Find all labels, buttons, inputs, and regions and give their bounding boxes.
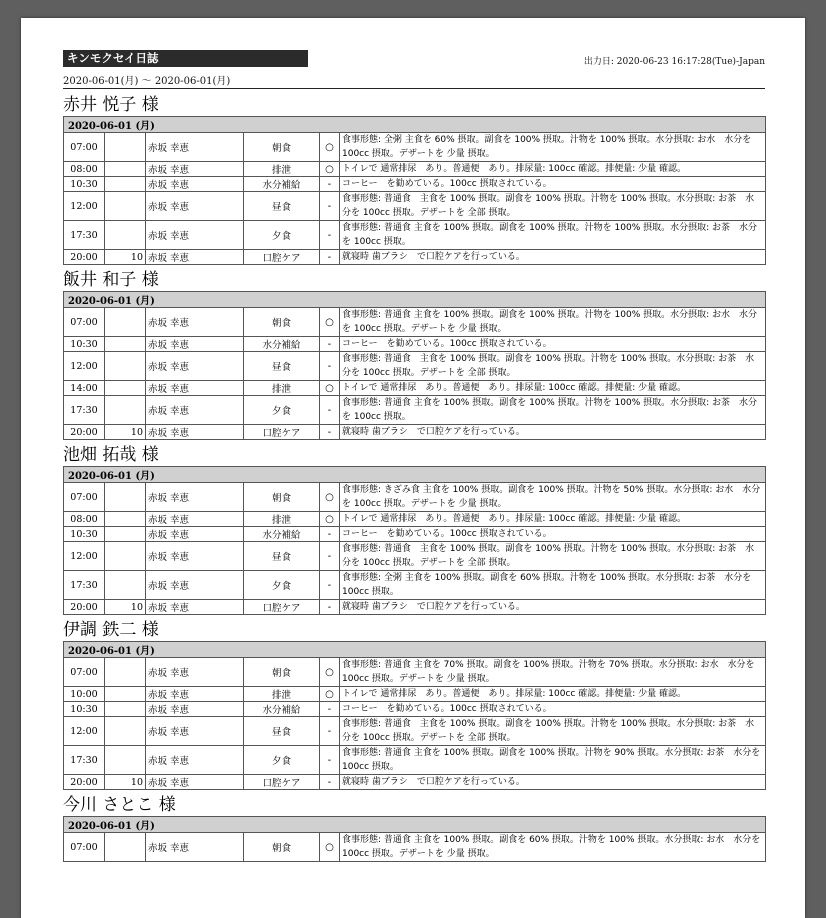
mark-cell: - (320, 192, 340, 221)
table-row (64, 337, 766, 352)
duration-cell: 10 (105, 250, 146, 265)
category-cell: 口腔ケア (244, 425, 320, 440)
date-header: 2020-06-01 (月) (64, 292, 766, 308)
note-cell: トイレで 通常排尿 あり。普通便 あり。排尿量: 100cc 確認。排便量: 少量 確認。 (340, 512, 766, 527)
category-cell: 水分補給 (244, 527, 320, 542)
mark-cell: - (320, 337, 340, 352)
note-cell: コーヒー を勧めている。100cc 摂取されている。 (340, 177, 766, 192)
category-cell: 水分補給 (244, 702, 320, 717)
duration-cell (105, 192, 146, 221)
resident-section (63, 619, 765, 790)
staff-cell: 赤坂 幸恵 (146, 352, 244, 381)
category-cell: 水分補給 (244, 177, 320, 192)
date-header: 2020-06-01 (月) (64, 117, 766, 133)
mark-cell: - (320, 571, 340, 600)
mark-cell: ○ (320, 512, 340, 527)
time-cell: 14:00 (64, 381, 105, 396)
note-cell: 食事形態: 全粥 主食を 100% 摂取。副食を 60% 摂取。汁物を 100% 摂取。水分摂取: お茶 水分を 100cc 摂取。 (340, 571, 766, 600)
staff-cell: 赤坂 幸恵 (146, 337, 244, 352)
staff-cell: 赤坂 幸恵 (146, 250, 244, 265)
note-cell: 食事形態: 普通食 主食を 100% 摂取。副食を 100% 摂取。汁物を 100% 摂取。水分摂取: お茶 水分を 100cc 摂取。デザートを 全部 摂取。 (340, 352, 766, 381)
time-cell: 10:30 (64, 337, 105, 352)
category-cell: 朝食 (244, 483, 320, 512)
mark-cell: - (320, 250, 340, 265)
report-title: キンモクセイ日誌 (63, 50, 308, 67)
log-table (63, 466, 766, 615)
mark-cell: - (320, 425, 340, 440)
table-row (64, 352, 766, 381)
time-cell: 20:00 (64, 425, 105, 440)
table-row (64, 308, 766, 337)
mark-cell: - (320, 542, 340, 571)
mark-cell: - (320, 746, 340, 775)
table-row (64, 571, 766, 600)
date-header: 2020-06-01 (月) (64, 467, 766, 483)
staff-cell: 赤坂 幸恵 (146, 512, 244, 527)
table-row (64, 221, 766, 250)
duration-cell (105, 396, 146, 425)
category-cell: 排泄 (244, 381, 320, 396)
report-content (63, 50, 765, 862)
category-cell: 夕食 (244, 571, 320, 600)
mark-cell: ○ (320, 483, 340, 512)
note-cell: 食事形態: 普通食 主食を 100% 摂取。副食を 100% 摂取。汁物を 100% 摂取。水分摂取: お茶 水分を 100cc 摂取。 (340, 221, 766, 250)
time-cell: 12:00 (64, 717, 105, 746)
note-cell: 食事形態: 普通食 主食を 100% 摂取。副食を 100% 摂取。汁物を 100% 摂取。水分摂取: お茶 水分を 100cc 摂取。デザートを 全部 摂取。 (340, 717, 766, 746)
table-row (64, 483, 766, 512)
time-cell: 20:00 (64, 250, 105, 265)
staff-cell: 赤坂 幸恵 (146, 542, 244, 571)
category-cell: 昼食 (244, 192, 320, 221)
table-row (64, 658, 766, 687)
mark-cell: - (320, 221, 340, 250)
table-row (64, 396, 766, 425)
staff-cell: 赤坂 幸恵 (146, 381, 244, 396)
printed-timestamp: 出力日: 2020-06-23 16:17:28(Tue)-Japan (583, 57, 765, 67)
category-cell: 昼食 (244, 542, 320, 571)
time-cell: 10:00 (64, 687, 105, 702)
note-cell: トイレで 通常排尿 あり。普通便 あり。排尿量: 100cc 確認。排便量: 少量 確認。 (340, 687, 766, 702)
table-row (64, 177, 766, 192)
mark-cell: ○ (320, 381, 340, 396)
time-cell: 07:00 (64, 308, 105, 337)
table-row (64, 775, 766, 790)
report-header (63, 50, 765, 90)
log-table (63, 116, 766, 265)
mark-cell: - (320, 717, 340, 746)
mark-cell: ○ (320, 308, 340, 337)
category-cell: 排泄 (244, 512, 320, 527)
table-row (64, 512, 766, 527)
time-cell: 10:30 (64, 527, 105, 542)
mark-cell: - (320, 775, 340, 790)
date-header: 2020-06-01 (月) (64, 817, 766, 833)
mark-cell: - (320, 352, 340, 381)
time-cell: 12:00 (64, 352, 105, 381)
note-cell: トイレで 通常排尿 あり。普通便 あり。排尿量: 100cc 確認。排便量: 少量 確認。 (340, 381, 766, 396)
table-row (64, 542, 766, 571)
category-cell: 朝食 (244, 308, 320, 337)
document-page (21, 18, 805, 918)
time-cell: 08:00 (64, 162, 105, 177)
category-cell: 口腔ケア (244, 250, 320, 265)
duration-cell (105, 571, 146, 600)
staff-cell: 赤坂 幸恵 (146, 702, 244, 717)
duration-cell: 10 (105, 425, 146, 440)
mark-cell: ○ (320, 658, 340, 687)
duration-cell (105, 308, 146, 337)
category-cell: 朝食 (244, 833, 320, 862)
staff-cell: 赤坂 幸恵 (146, 571, 244, 600)
staff-cell: 赤坂 幸恵 (146, 133, 244, 162)
note-cell: 食事形態: 普通食 主食を 100% 摂取。副食を 60% 摂取。汁物を 100% 摂取。水分摂取: お水 水分を 100cc 摂取。デザートを 少量 摂取。 (340, 833, 766, 862)
category-cell: 夕食 (244, 396, 320, 425)
time-cell: 08:00 (64, 512, 105, 527)
duration-cell (105, 352, 146, 381)
log-table (63, 291, 766, 440)
table-row (64, 717, 766, 746)
staff-cell: 赤坂 幸恵 (146, 833, 244, 862)
note-cell: コーヒー を勧めている。100cc 摂取されている。 (340, 527, 766, 542)
time-cell: 07:00 (64, 658, 105, 687)
category-cell: 夕食 (244, 746, 320, 775)
note-cell: トイレで 通常排尿 あり。普通便 あり。排尿量: 100cc 確認。排便量: 少量 確認。 (340, 162, 766, 177)
time-cell: 17:30 (64, 221, 105, 250)
log-table (63, 816, 766, 862)
note-cell: 食事形態: 普通食 主食を 100% 摂取。副食を 100% 摂取。汁物を 90% 摂取。水分摂取: お茶 水分を 100cc 摂取。 (340, 746, 766, 775)
table-row (64, 527, 766, 542)
staff-cell: 赤坂 幸恵 (146, 425, 244, 440)
resident-name: 赤井 悦子 様 (63, 95, 159, 115)
duration-cell (105, 381, 146, 396)
staff-cell: 赤坂 幸恵 (146, 527, 244, 542)
note-cell: 就寝時 歯ブラシ で口腔ケアを行っている。 (340, 600, 766, 615)
table-row (64, 162, 766, 177)
resident-name: 伊調 鉄二 様 (63, 620, 159, 640)
duration-cell (105, 177, 146, 192)
duration-cell (105, 133, 146, 162)
duration-cell (105, 512, 146, 527)
resident-section (63, 94, 765, 265)
category-cell: 口腔ケア (244, 775, 320, 790)
staff-cell: 赤坂 幸恵 (146, 483, 244, 512)
note-cell: 就寝時 歯ブラシ で口腔ケアを行っている。 (340, 425, 766, 440)
mark-cell: ○ (320, 162, 340, 177)
staff-cell: 赤坂 幸恵 (146, 600, 244, 615)
note-cell: 食事形態: きざみ食 主食を 100% 摂取。副食を 100% 摂取。汁物を 50% 摂取。水分摂取: お水 水分を 100cc 摂取。デザートを 少量 摂取。 (340, 483, 766, 512)
note-cell: 食事形態: 普通食 主食を 100% 摂取。副食を 100% 摂取。汁物を 100% 摂取。水分摂取: お水 水分を 100cc 摂取。デザートを 少量 摂取。 (340, 308, 766, 337)
resident-name: 飯井 和子 様 (63, 270, 159, 290)
staff-cell: 赤坂 幸恵 (146, 177, 244, 192)
table-row (64, 381, 766, 396)
category-cell: 朝食 (244, 133, 320, 162)
category-cell: 口腔ケア (244, 600, 320, 615)
staff-cell: 赤坂 幸恵 (146, 221, 244, 250)
date-range: 2020-06-01(月) ～ 2020-06-01(月) (63, 76, 231, 87)
date-header: 2020-06-01 (月) (64, 642, 766, 658)
note-cell: 食事形態: 普通食 主食を 70% 摂取。副食を 100% 摂取。汁物を 70% 摂取。水分摂取: お水 水分を 100cc 摂取。デザートを 少量 摂取。 (340, 658, 766, 687)
note-cell: 食事形態: 普通食 主食を 100% 摂取。副食を 100% 摂取。汁物を 100% 摂取。水分摂取: お茶 水分を 100cc 摂取。デザートを 全部 摂取。 (340, 542, 766, 571)
duration-cell (105, 702, 146, 717)
time-cell: 17:30 (64, 571, 105, 600)
duration-cell (105, 658, 146, 687)
staff-cell: 赤坂 幸恵 (146, 192, 244, 221)
time-cell: 10:30 (64, 702, 105, 717)
time-cell: 17:30 (64, 396, 105, 425)
note-cell: コーヒー を勧めている。100cc 摂取されている。 (340, 702, 766, 717)
category-cell: 昼食 (244, 352, 320, 381)
staff-cell: 赤坂 幸恵 (146, 396, 244, 425)
staff-cell: 赤坂 幸恵 (146, 658, 244, 687)
duration-cell: 10 (105, 775, 146, 790)
resident-name: 池畑 拓哉 様 (63, 445, 159, 465)
category-cell: 排泄 (244, 162, 320, 177)
header-divider (63, 88, 765, 89)
note-cell: 食事形態: 全粥 主食を 60% 摂取。副食を 100% 摂取。汁物を 100% 摂取。水分摂取: お水 水分を 100cc 摂取。デザートを 少量 摂取。 (340, 133, 766, 162)
table-row (64, 746, 766, 775)
resident-list (63, 94, 765, 862)
duration-cell (105, 833, 146, 862)
time-cell: 07:00 (64, 133, 105, 162)
table-row (64, 250, 766, 265)
duration-cell (105, 687, 146, 702)
note-cell: 食事形態: 普通食 主食を 100% 摂取。副食を 100% 摂取。汁物を 100% 摂取。水分摂取: お茶 水分を 100cc 摂取。デザートを 全部 摂取。 (340, 192, 766, 221)
mark-cell: ○ (320, 133, 340, 162)
time-cell: 07:00 (64, 483, 105, 512)
note-cell: コーヒー を勧めている。100cc 摂取されている。 (340, 337, 766, 352)
staff-cell: 赤坂 幸恵 (146, 775, 244, 790)
table-row (64, 833, 766, 862)
staff-cell: 赤坂 幸恵 (146, 746, 244, 775)
duration-cell (105, 746, 146, 775)
category-cell: 排泄 (244, 687, 320, 702)
table-row (64, 600, 766, 615)
duration-cell (105, 527, 146, 542)
time-cell: 12:00 (64, 542, 105, 571)
mark-cell: - (320, 396, 340, 425)
time-cell: 12:00 (64, 192, 105, 221)
log-table (63, 641, 766, 790)
mark-cell: - (320, 527, 340, 542)
mark-cell: ○ (320, 833, 340, 862)
staff-cell: 赤坂 幸恵 (146, 162, 244, 177)
time-cell: 10:30 (64, 177, 105, 192)
table-row (64, 133, 766, 162)
time-cell: 20:00 (64, 775, 105, 790)
time-cell: 17:30 (64, 746, 105, 775)
category-cell: 朝食 (244, 658, 320, 687)
staff-cell: 赤坂 幸恵 (146, 308, 244, 337)
duration-cell (105, 221, 146, 250)
time-cell: 20:00 (64, 600, 105, 615)
mark-cell: - (320, 702, 340, 717)
resident-name: 今川 さとこ 様 (63, 795, 176, 815)
mark-cell: - (320, 177, 340, 192)
resident-section (63, 794, 765, 862)
table-row (64, 702, 766, 717)
resident-section (63, 444, 765, 615)
staff-cell: 赤坂 幸恵 (146, 717, 244, 746)
resident-section (63, 269, 765, 440)
duration-cell (105, 337, 146, 352)
category-cell: 夕食 (244, 221, 320, 250)
mark-cell: - (320, 600, 340, 615)
category-cell: 水分補給 (244, 337, 320, 352)
staff-cell: 赤坂 幸恵 (146, 687, 244, 702)
table-row (64, 192, 766, 221)
duration-cell (105, 483, 146, 512)
mark-cell: ○ (320, 687, 340, 702)
note-cell: 食事形態: 普通食 主食を 100% 摂取。副食を 100% 摂取。汁物を 100% 摂取。水分摂取: お茶 水分を 100cc 摂取。 (340, 396, 766, 425)
duration-cell (105, 542, 146, 571)
duration-cell: 10 (105, 600, 146, 615)
time-cell: 07:00 (64, 833, 105, 862)
duration-cell (105, 717, 146, 746)
duration-cell (105, 162, 146, 177)
note-cell: 就寝時 歯ブラシ で口腔ケアを行っている。 (340, 250, 766, 265)
table-row (64, 687, 766, 702)
category-cell: 昼食 (244, 717, 320, 746)
note-cell: 就寝時 歯ブラシ で口腔ケアを行っている。 (340, 775, 766, 790)
table-row (64, 425, 766, 440)
